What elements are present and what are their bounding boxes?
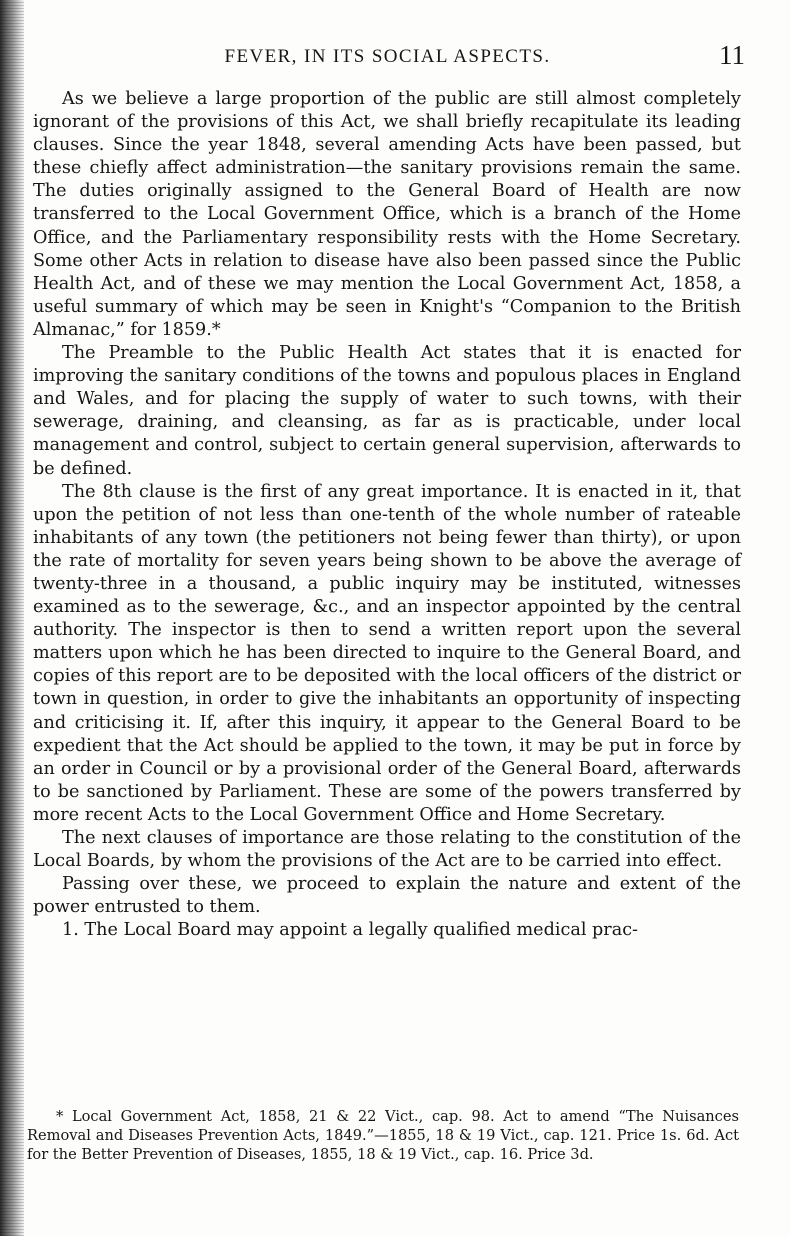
paragraph-5: Passing over these, we proceed to explain the nature and extent of the power entrusted to them. — [33, 874, 741, 918]
footnote-text: * Local Government Act, 1858, 21 & 22 Vict., cap. 98. Act to amend “The Nuisances Removal and Diseases Prevention Acts, 1849.”—1855, 18 & 19 Vict., cap. 121. Price 1s. 6d. Act for the Better Prevention of Diseases, 1855, 18 & 19 Vict., cap. 16. Price 3d. — [27, 1108, 739, 1163]
page-number: 11 — [719, 40, 745, 70]
body-text — [33, 88, 741, 942]
paragraph-1: As we believe a large proportion of the public are still almost completely ignorant of the provisions of this Act, we shall briefly recapitulate its leading clauses. Since the year 1848, several amending Acts have been passed, but these chiefly affect administration—the sanitary provisions remain the same. The duties originally assigned to the General Board of Health are now transferred to the Local Government Office, which is a branch of the Home Office, and the Parliamentary responsibility rests with the Home Secretary. Some other Acts in relation to disease have also been passed since the Public Health Act, and of these we may mention the Local Government Act, 1858, a useful summary of which may be seen in Knight's “Companion to the British Almanac,” for 1859.* — [33, 89, 741, 340]
paragraph-6: 1. The Local Board may appoint a legally qualified medical prac- — [62, 920, 638, 941]
paragraph-3: The 8th clause is the first of any great importance. It is enacted in it, that upon the petition of not less than one-tenth of the whole number of rateable inhabitants of any town (the petitioners not being fewer than thirty), or upon the rate of mortality for seven years being shown to be above the average of twenty-three in a thousand, a public inquiry may be instituted, witnesses examined as to the sewerage, &c., and an inspector appointed by the central authority. The inspector is then to send a written report upon the several matters upon which he has been directed to inquire to the General Board, and copies of this report are to be deposited with the local officers of the district or town in question, in order to give the inhabitants an opportunity of inspecting and criticising it. If, after this inquiry, it appear to the General Board to be expedient that the Act should be applied to the town, it may be put in force by an order in Council or by a provisional order of the General Board, afterwards to be sanctioned by Parliament. These are some of the powers transferred by more recent Acts to the Local Government Office and Home Secretary. — [33, 481, 741, 825]
paragraph-4: The next clauses of importance are those relating to the constitution of the Local Boards, by whom the provisions of the Act are to be carried into effect. — [33, 828, 741, 872]
footnote — [27, 1107, 739, 1164]
page-header — [30, 40, 745, 76]
binding-gutter — [0, 0, 24, 1236]
paragraph-2: The Preamble to the Public Health Act states that it is enacted for improving the sanitary conditions of the towns and populous places in England and Wales, and for placing the supply of water to such towns, with their sewerage, draining, and cleansing, as far as is practicable, under local management and control, subject to certain general supervision, afterwards to be defined. — [33, 343, 741, 479]
running-title: FEVER, IN ITS SOCIAL ASPECTS. — [224, 46, 551, 67]
